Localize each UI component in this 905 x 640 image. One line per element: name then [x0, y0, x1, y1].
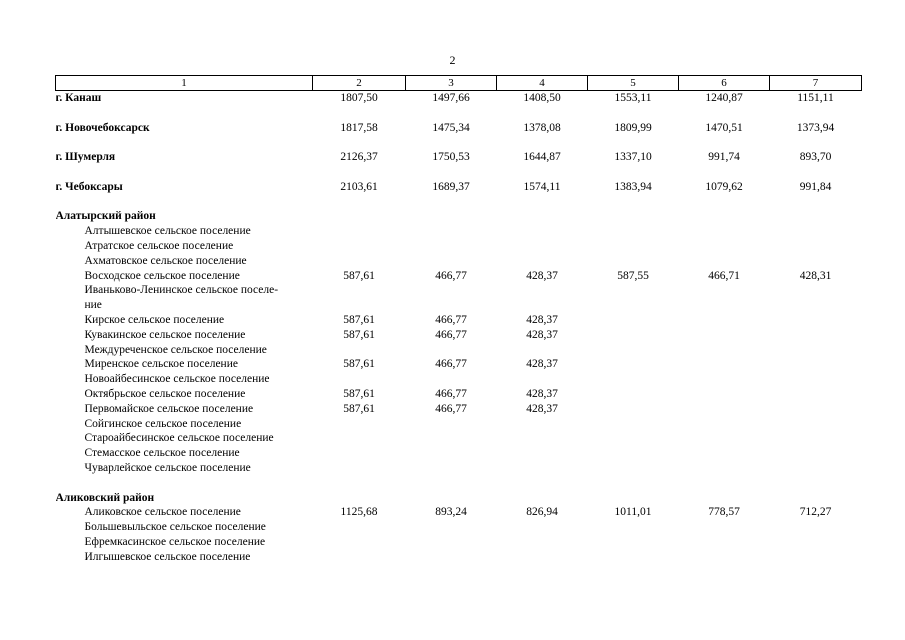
value-cell: [770, 298, 862, 313]
table-row: [56, 180, 862, 195]
table-row: [56, 254, 862, 269]
value-cell: [313, 417, 406, 432]
value-cell: [679, 402, 770, 417]
value-cell: [679, 461, 770, 476]
value-cell: [406, 446, 497, 461]
value-cell: [679, 224, 770, 239]
value-cell: [406, 491, 497, 506]
value-cell: [406, 298, 497, 313]
value-cell: [679, 535, 770, 550]
table-row: [56, 343, 862, 358]
value-cell: [679, 431, 770, 446]
value-cell: [313, 239, 406, 254]
city-name: г. Канаш: [55, 92, 102, 104]
value-cell: [770, 313, 862, 328]
value-cell: [313, 550, 406, 565]
value-cell: [679, 520, 770, 535]
settlement-name: Междуреченское сельское поселение: [84, 343, 267, 356]
value-cell: 428,37: [526, 328, 558, 341]
value-cell: 1497,66: [432, 92, 470, 104]
table-row: [56, 150, 862, 165]
value-cell: [770, 491, 862, 506]
city-name: г. Шумерля: [55, 151, 116, 164]
value-cell: 428,37: [526, 402, 558, 415]
value-cell: [313, 446, 406, 461]
value-cell: [588, 298, 679, 313]
value-cell: 2126,37: [340, 151, 378, 164]
value-cell: [406, 239, 497, 254]
spacer-row: [56, 135, 862, 150]
value-cell: [497, 550, 588, 565]
value-cell: 587,61: [343, 313, 375, 326]
table-row: [56, 372, 862, 387]
value-cell: [679, 298, 770, 313]
value-cell: [679, 209, 770, 224]
value-cell: [588, 254, 679, 269]
value-cell: [313, 372, 406, 387]
value-cell: 1644,87: [523, 151, 561, 164]
value-cell: [588, 313, 679, 328]
value-cell: [679, 239, 770, 254]
district-name: Аликовский район: [55, 491, 155, 504]
value-cell: [313, 431, 406, 446]
value-cell: [313, 535, 406, 550]
value-cell: 1817,58: [340, 121, 378, 134]
city-name: г. Чебоксары: [55, 180, 123, 193]
value-cell: [497, 224, 588, 239]
value-cell: 893,24: [435, 506, 467, 519]
settlement-name: Иваньково-Ленинское сельское поселе-: [84, 284, 279, 297]
value-cell: 1151,11: [797, 92, 834, 104]
value-cell: [770, 372, 862, 387]
value-cell: 1807,50: [340, 92, 378, 104]
value-cell: [588, 491, 679, 506]
value-cell: [497, 298, 588, 313]
table-row: [56, 121, 862, 136]
settlement-name: Восходское сельское поселение: [84, 269, 240, 282]
value-cell: [770, 535, 862, 550]
value-cell: [679, 357, 770, 372]
spacer-row: [56, 165, 862, 180]
value-cell: [313, 461, 406, 476]
value-cell: 1470,51: [705, 121, 743, 134]
table-row: [56, 446, 862, 461]
tariff-table: [55, 75, 862, 565]
value-cell: 466,77: [435, 328, 467, 341]
value-cell: [588, 461, 679, 476]
value-cell: [497, 209, 588, 224]
value-cell: [588, 224, 679, 239]
value-cell: 587,61: [343, 402, 375, 415]
value-cell: 587,55: [617, 269, 649, 282]
value-cell: [497, 372, 588, 387]
table-row: [56, 387, 862, 402]
value-cell: [588, 402, 679, 417]
value-cell: [770, 431, 862, 446]
spacer-cell: [56, 195, 862, 210]
value-cell: [770, 239, 862, 254]
spacer-row: [56, 476, 862, 491]
value-cell: 587,61: [343, 269, 375, 282]
table-row: [56, 550, 862, 565]
table-row: [56, 91, 862, 106]
value-cell: [770, 520, 862, 535]
value-cell: 587,61: [343, 387, 375, 400]
value-cell: [770, 343, 862, 358]
value-cell: 466,71: [708, 269, 740, 282]
value-cell: 466,77: [435, 387, 467, 400]
value-cell: [497, 491, 588, 506]
value-cell: 428,31: [799, 269, 832, 282]
value-cell: [406, 283, 497, 298]
value-cell: [497, 283, 588, 298]
page-number: 2: [449, 53, 456, 67]
settlement-name: Стемасское сельское поселение: [84, 447, 240, 460]
value-cell: [313, 254, 406, 269]
value-cell: [406, 224, 497, 239]
value-cell: [497, 431, 588, 446]
value-cell: [406, 417, 497, 432]
settlement-name: Алтышевское сельское поселение: [84, 225, 251, 238]
value-cell: [679, 283, 770, 298]
table-row: [56, 209, 862, 224]
value-cell: 1574,11: [523, 180, 561, 193]
value-cell: [770, 387, 862, 402]
value-cell: 712,27: [799, 506, 832, 519]
settlement-name: Новоайбесинское сельское поселение: [84, 373, 270, 386]
value-cell: [313, 520, 406, 535]
value-cell: [406, 520, 497, 535]
value-cell: [497, 239, 588, 254]
spacer-cell: [56, 476, 862, 491]
value-cell: [679, 491, 770, 506]
table-row: [56, 535, 862, 550]
table-row: [56, 239, 862, 254]
table-row: [56, 402, 862, 417]
value-cell: [497, 254, 588, 269]
value-cell: 1373,94: [796, 121, 835, 134]
settlement-name: Кувакинское сельское поселение: [84, 328, 246, 341]
value-cell: [313, 283, 406, 298]
value-cell: [770, 417, 862, 432]
column-header: 1: [56, 76, 313, 91]
column-header: 6: [679, 76, 770, 91]
value-cell: [770, 209, 862, 224]
value-cell: [406, 343, 497, 358]
table-row: [56, 357, 862, 372]
district-name: Алатырский район: [55, 210, 156, 223]
value-cell: [588, 372, 679, 387]
value-cell: 1378,08: [523, 121, 561, 134]
table-row: [56, 461, 862, 476]
value-cell: [770, 550, 862, 565]
value-cell: [679, 417, 770, 432]
table-row: [56, 491, 862, 506]
value-cell: [679, 254, 770, 269]
spacer-row: [56, 195, 862, 210]
value-cell: 428,37: [526, 269, 558, 282]
column-header: 7: [770, 76, 862, 91]
value-cell: [406, 535, 497, 550]
value-cell: [588, 328, 679, 343]
value-cell: 778,57: [708, 506, 740, 519]
city-name: г. Новочебоксарск: [55, 121, 150, 134]
table-row: [56, 328, 862, 343]
value-cell: [497, 535, 588, 550]
value-cell: [679, 387, 770, 402]
value-cell: 428,37: [526, 358, 558, 371]
value-cell: 466,77: [435, 358, 467, 371]
settlement-name: Большевыльское сельское поселение: [84, 521, 266, 534]
value-cell: 1475,34: [432, 121, 470, 134]
table-row: [56, 520, 862, 535]
settlement-name: Атратское сельское поселение: [84, 239, 234, 252]
settlement-name: Ахматовское сельское поселение: [84, 254, 247, 267]
value-cell: [679, 446, 770, 461]
value-cell: 1408,50: [523, 92, 561, 104]
settlement-name: Аликовское сельское поселение: [84, 506, 241, 519]
value-cell: [588, 550, 679, 565]
value-cell: [588, 520, 679, 535]
value-cell: 466,77: [435, 402, 467, 415]
value-cell: [588, 387, 679, 402]
value-cell: [770, 446, 862, 461]
value-cell: [770, 224, 862, 239]
table-header-row: [56, 76, 862, 91]
value-cell: [406, 550, 497, 565]
value-cell: 826,94: [526, 506, 558, 519]
value-cell: [497, 520, 588, 535]
value-cell: [679, 372, 770, 387]
value-cell: 587,61: [343, 328, 375, 341]
value-cell: 587,61: [343, 358, 375, 371]
value-cell: 991,74: [708, 151, 740, 164]
value-cell: 1553,11: [614, 92, 652, 104]
value-cell: 991,84: [799, 180, 832, 193]
table-row: [56, 298, 862, 313]
settlement-name: Миренское сельское поселение: [84, 358, 238, 371]
value-cell: [406, 254, 497, 269]
value-cell: [679, 328, 770, 343]
value-cell: [770, 461, 862, 476]
value-cell: [313, 224, 406, 239]
value-cell: [406, 461, 497, 476]
table-row: [56, 505, 862, 520]
value-cell: [588, 446, 679, 461]
value-cell: [406, 431, 497, 446]
value-cell: 1337,10: [614, 151, 652, 164]
value-cell: [588, 357, 679, 372]
value-cell: 2103,61: [340, 180, 378, 193]
value-cell: 1750,53: [432, 151, 470, 164]
settlement-name: Илгышевское сельское поселение: [84, 550, 251, 563]
value-cell: [313, 209, 406, 224]
table-row: [56, 224, 862, 239]
value-cell: 466,77: [435, 313, 467, 326]
value-cell: [313, 343, 406, 358]
spacer-cell: [56, 106, 862, 121]
value-cell: [588, 431, 679, 446]
column-header: 3: [406, 76, 497, 91]
settlement-name: Кирское сельское поселение: [84, 313, 225, 326]
value-cell: [588, 535, 679, 550]
value-cell: 428,37: [526, 313, 558, 326]
value-cell: [588, 283, 679, 298]
value-cell: 1079,62: [705, 180, 743, 193]
table-row: [56, 313, 862, 328]
column-header: 4: [497, 76, 588, 91]
value-cell: [497, 417, 588, 432]
column-header: 2: [313, 76, 406, 91]
value-cell: [313, 491, 406, 506]
settlement-name: ние: [84, 299, 102, 312]
value-cell: [770, 328, 862, 343]
value-cell: 1240,87: [705, 92, 743, 104]
value-cell: [679, 313, 770, 328]
value-cell: 1689,37: [432, 180, 470, 193]
value-cell: [770, 402, 862, 417]
value-cell: [679, 550, 770, 565]
settlement-name: Ефремкасинское сельское поселение: [84, 535, 266, 548]
settlement-name: Октябрьское сельское поселение: [84, 387, 246, 400]
settlement-name: Сойгинское сельское поселение: [84, 417, 242, 430]
value-cell: [588, 209, 679, 224]
value-cell: [497, 461, 588, 476]
settlement-name: Первомайское сельское поселение: [84, 402, 254, 415]
value-cell: [406, 209, 497, 224]
table-row: [56, 269, 862, 284]
value-cell: [770, 357, 862, 372]
value-cell: [497, 343, 588, 358]
value-cell: 428,37: [526, 387, 558, 400]
value-cell: [588, 239, 679, 254]
spacer-row: [56, 106, 862, 121]
value-cell: [497, 446, 588, 461]
spacer-cell: [56, 165, 862, 180]
value-cell: 1125,68: [340, 506, 378, 519]
value-cell: 1809,99: [614, 121, 652, 134]
value-cell: 466,77: [435, 269, 467, 282]
table-row: [56, 417, 862, 432]
value-cell: 893,70: [799, 151, 832, 164]
value-cell: [770, 283, 862, 298]
settlement-name: Чуварлейское сельское поселение: [84, 461, 251, 474]
settlement-name: Староайбесинское сельское поселение: [84, 432, 274, 445]
value-cell: [679, 343, 770, 358]
value-cell: [770, 254, 862, 269]
value-cell: 1383,94: [614, 180, 652, 193]
table-row: [56, 283, 862, 298]
value-cell: [406, 372, 497, 387]
value-cell: [588, 417, 679, 432]
column-header: 5: [588, 76, 679, 91]
value-cell: 1011,01: [614, 506, 652, 519]
table-row: [56, 431, 862, 446]
spacer-cell: [56, 135, 862, 150]
value-cell: [313, 298, 406, 313]
table-body: [56, 91, 862, 565]
value-cell: [588, 343, 679, 358]
